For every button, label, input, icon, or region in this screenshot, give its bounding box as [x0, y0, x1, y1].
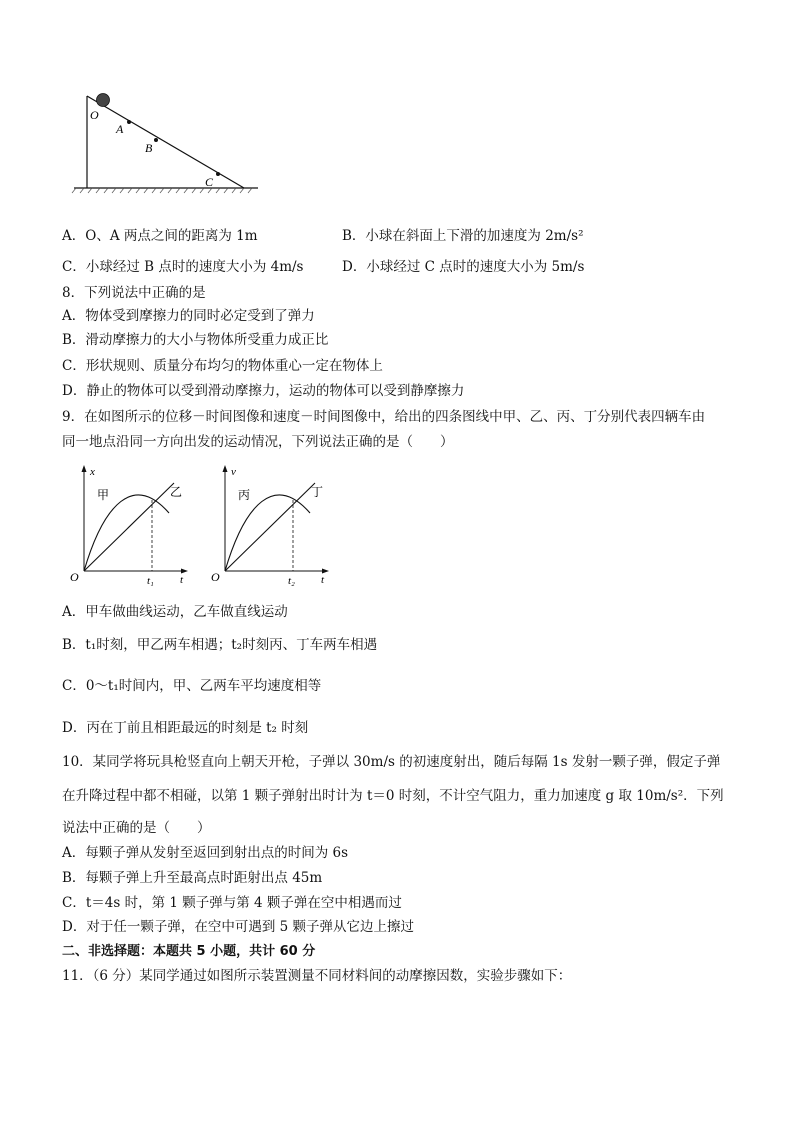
- q10-stem-line2: 在升降过程中都不相碰，以第 1 颗子弹射出时计为 t＝0 时刻，不计空气阻力，重力加速度 g 取 10m/s²．下列: [62, 788, 724, 804]
- q10-option-a: A．每颗子弹从发射至返回到射出点的时间为 6s: [62, 845, 349, 861]
- q8-option-c: C．形状规则、质量分布均匀的物体重心一定在物体上: [62, 358, 383, 374]
- y-arrow: [223, 465, 228, 472]
- label-a: A: [116, 122, 124, 136]
- curve-bing: [225, 495, 310, 571]
- q7-option-c: C．小球经过 B 点时的速度大小为 4m/s: [62, 259, 304, 275]
- q10-option-d: D．对于任一颗子弹，在空中可遇到 5 颗子弹从它边上擦过: [62, 919, 414, 935]
- q7-option-a: A．O、A 两点之间的距离为 1m: [62, 228, 258, 244]
- ground-hatching: [72, 188, 252, 193]
- axis-label-t: t: [180, 574, 184, 586]
- incline-figure: [70, 90, 270, 195]
- q10-stem-line1: 10．某同学将玩具枪竖直向上朝天开枪，子弹以 30m/s 的初速度射出，随后每隔 1s 发射一颗子弹，假定子弹: [62, 754, 721, 770]
- tick-t2: t₂: [288, 575, 295, 587]
- point-b-dot: [154, 138, 158, 142]
- t-arrow: [181, 569, 188, 574]
- label-jia: 甲: [97, 488, 110, 502]
- axis-label-x: x: [90, 466, 95, 478]
- q8-option-b: B．滑动摩擦力的大小与物体所受重力成正比: [62, 332, 329, 348]
- ball: [97, 94, 110, 107]
- q9-stem-line2: 同一地点沿同一方向出发的运动情况，下列说法正确的是（ ）: [62, 434, 454, 450]
- label-ding: 丁: [311, 485, 324, 499]
- q8-option-a: A．物体受到摩擦力的同时必定受到了弹力: [62, 308, 315, 324]
- graph-position-time: [64, 463, 194, 588]
- q9-option-b: B．t₁时刻，甲乙两车相遇；t₂时刻丙、丁车两车相遇: [62, 637, 378, 653]
- q7-option-d: D．小球经过 C 点时的速度大小为 5m/s: [342, 259, 585, 275]
- q10-option-b: B．每颗子弹上升至最高点时距射出点 45m: [62, 870, 323, 886]
- label-bing: 丙: [238, 488, 251, 502]
- q8-stem: 8．下列说法中正确的是: [62, 285, 206, 301]
- origin-label: O: [211, 570, 220, 584]
- curve-jia: [84, 495, 169, 571]
- section-2-heading: 二、非选择题：本题共 5 小题，共计 60 分: [62, 944, 316, 959]
- q9-stem-line1: 9．在如图所示的位移－时间图像和速度－时间图像中，给出的四条图线中甲、乙、丙、丁分别代表四辆车由: [62, 409, 706, 425]
- q10-option-c: C．t＝4s 时，第 1 颗子弹与第 4 颗子弹在空中相遇而过: [62, 895, 402, 911]
- q9-option-a: A．甲车做曲线运动，乙车做直线运动: [62, 604, 288, 620]
- graph-velocity-time: [205, 463, 335, 588]
- label-o: O: [90, 108, 99, 122]
- q7-option-b: B．小球在斜面上下滑的加速度为 2m/s²: [342, 228, 584, 244]
- point-c-dot: [216, 172, 220, 176]
- q10-stem-line3: 说法中正确的是（ ）: [62, 820, 211, 836]
- t-arrow: [322, 569, 329, 574]
- label-b: B: [145, 141, 153, 155]
- q8-option-d: D．静止的物体可以受到滑动摩擦力，运动的物体可以受到静摩擦力: [62, 383, 465, 399]
- label-c: C: [205, 175, 214, 189]
- q11-stem: 11．（6 分）某同学通过如图所示装置测量不同材料间的动摩擦因数，实验步骤如下：: [62, 968, 572, 984]
- q9-option-c: C．0～t₁时间内，甲、乙两车平均速度相等: [62, 678, 322, 694]
- origin-label: O: [70, 570, 79, 584]
- y-arrow: [82, 465, 87, 472]
- tick-t1: t₁: [147, 575, 154, 587]
- point-a-dot: [127, 120, 131, 124]
- axis-label-t: t: [321, 574, 325, 586]
- label-yi: 乙: [170, 485, 183, 499]
- incline-surface: [87, 96, 244, 188]
- q9-option-d: D．丙在丁前且相距最远的时刻是 t₂ 时刻: [62, 720, 309, 736]
- axis-label-v: v: [231, 466, 236, 478]
